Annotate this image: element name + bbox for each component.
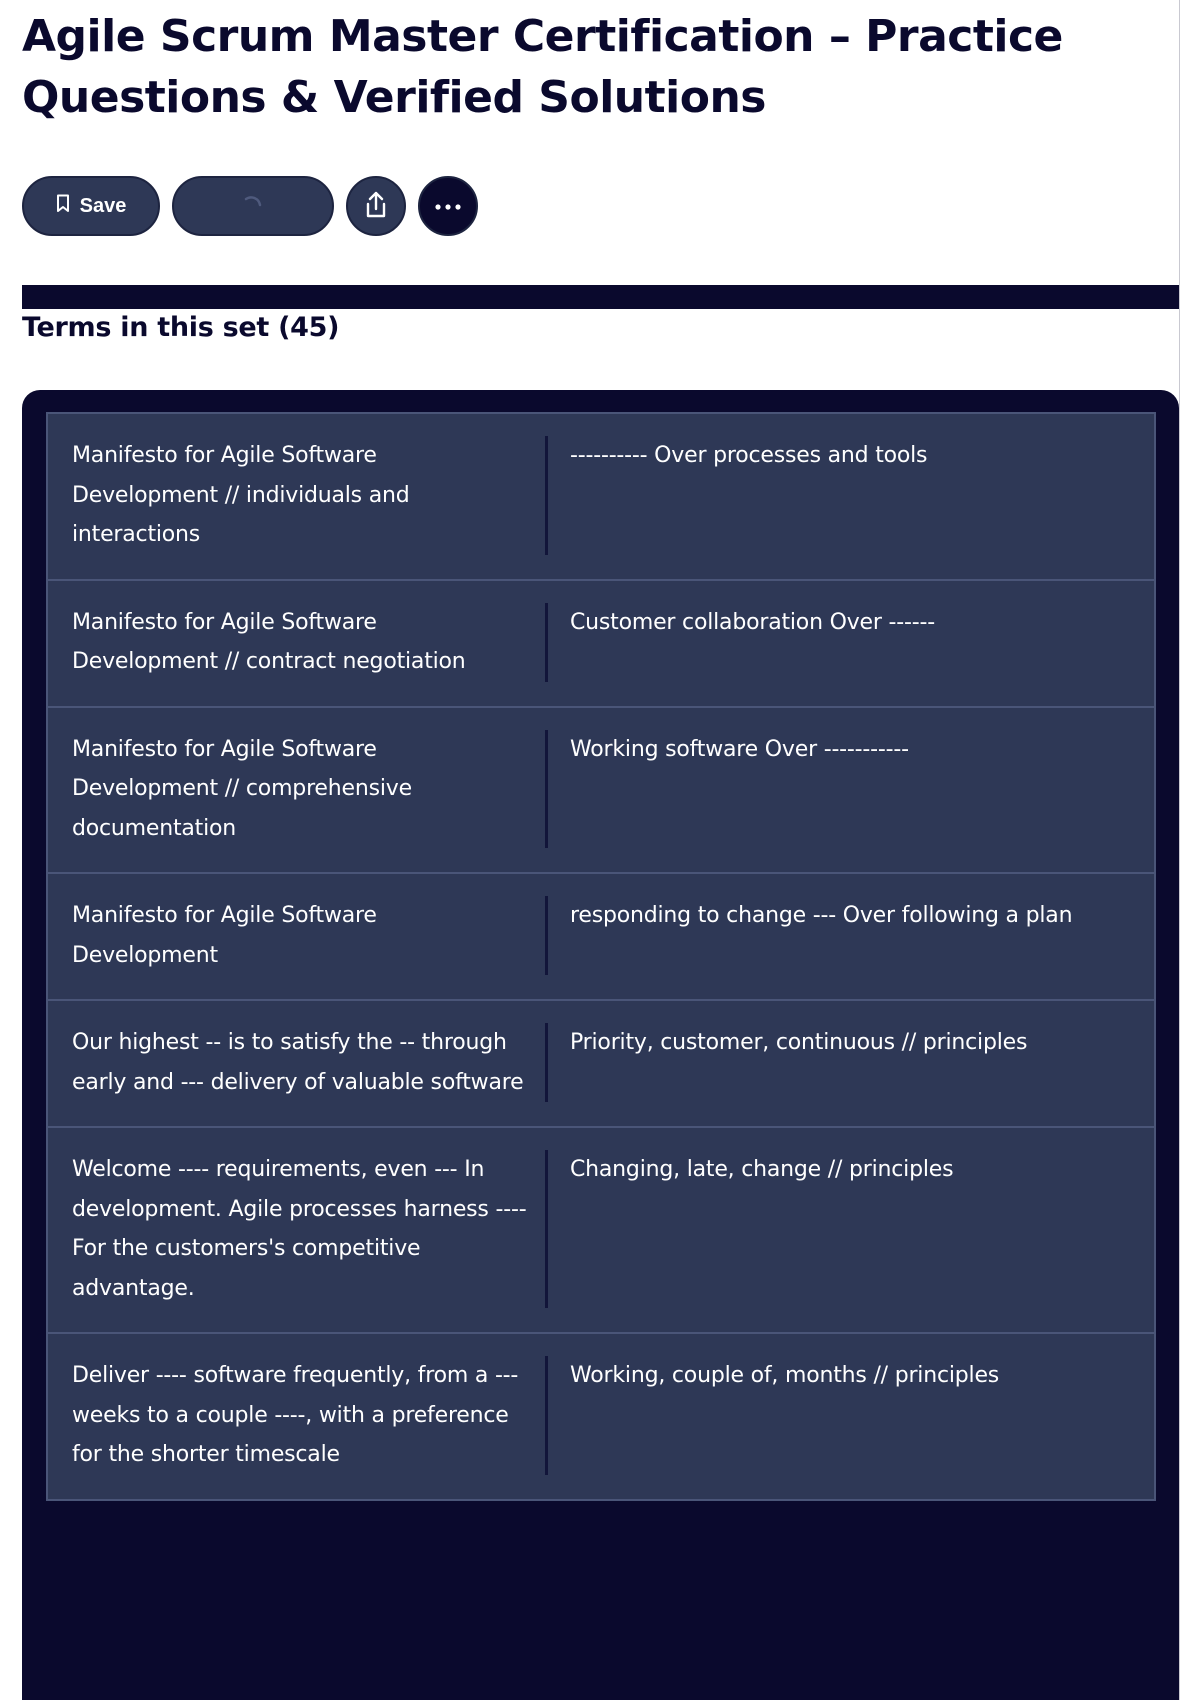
save-button[interactable] xyxy=(22,176,160,236)
action-toolbar xyxy=(22,176,478,236)
definition-text: Working, couple of, months // principles xyxy=(570,1363,1000,1388)
ellipsis-icon xyxy=(433,199,463,214)
term-row[interactable] xyxy=(46,579,1156,708)
share-button[interactable] xyxy=(346,176,406,236)
term-text: Manifesto for Agile Software Development // individuals and interactions xyxy=(48,436,548,555)
term-row[interactable] xyxy=(46,412,1156,581)
terms-list xyxy=(46,414,1156,1501)
definition-text: Changing, late, change // principles xyxy=(570,1157,954,1182)
term-row[interactable] xyxy=(46,1126,1156,1334)
term-text: Our highest -- is to satisfy the -- through early and --- delivery of valuable software xyxy=(48,1023,548,1102)
term-row[interactable] xyxy=(46,999,1156,1128)
bookmark-icon xyxy=(56,194,70,219)
section-divider xyxy=(22,285,1179,309)
definition-text: ---------- Over processes and tools xyxy=(570,443,928,468)
loading-button[interactable] xyxy=(172,176,334,236)
term-text: Manifesto for Agile Software Development // comprehensive documentation xyxy=(48,730,548,849)
term-row[interactable] xyxy=(46,1332,1156,1501)
page-title: Agile Scrum Master Certification – Practice Questions & Verified Solutions xyxy=(22,11,1063,123)
save-button-label: Save xyxy=(79,194,127,217)
definition-text: Working software Over ----------- xyxy=(570,736,909,762)
loading-spinner-icon xyxy=(240,192,266,221)
term-row[interactable] xyxy=(46,706,1156,875)
share-icon xyxy=(363,190,389,223)
term-text: Manifesto for Agile Software Development // contract negotiation xyxy=(48,603,548,682)
term-text: Deliver ---- software frequently, from a --- weeks to a couple ----, with a preference for the shorter timescale xyxy=(48,1356,548,1475)
definition-text: Priority, customer, continuous // principles xyxy=(570,1030,1028,1055)
term-text: Welcome ---- requirements, even --- In development. Agile processes harness ---- For the customers's competitive advantage. xyxy=(48,1150,548,1308)
term-text: Manifesto for Agile Software Development xyxy=(48,896,548,975)
definition-text: Customer collaboration Over ------ xyxy=(570,609,935,635)
page-edge-rule xyxy=(1179,0,1180,1700)
definition-text: responding to change --- Over following a plan xyxy=(570,903,1073,928)
terms-heading: Terms in this set (45) xyxy=(22,312,340,343)
terms-panel xyxy=(22,390,1179,1700)
more-options-button[interactable] xyxy=(418,176,478,236)
term-row[interactable] xyxy=(46,872,1156,1001)
